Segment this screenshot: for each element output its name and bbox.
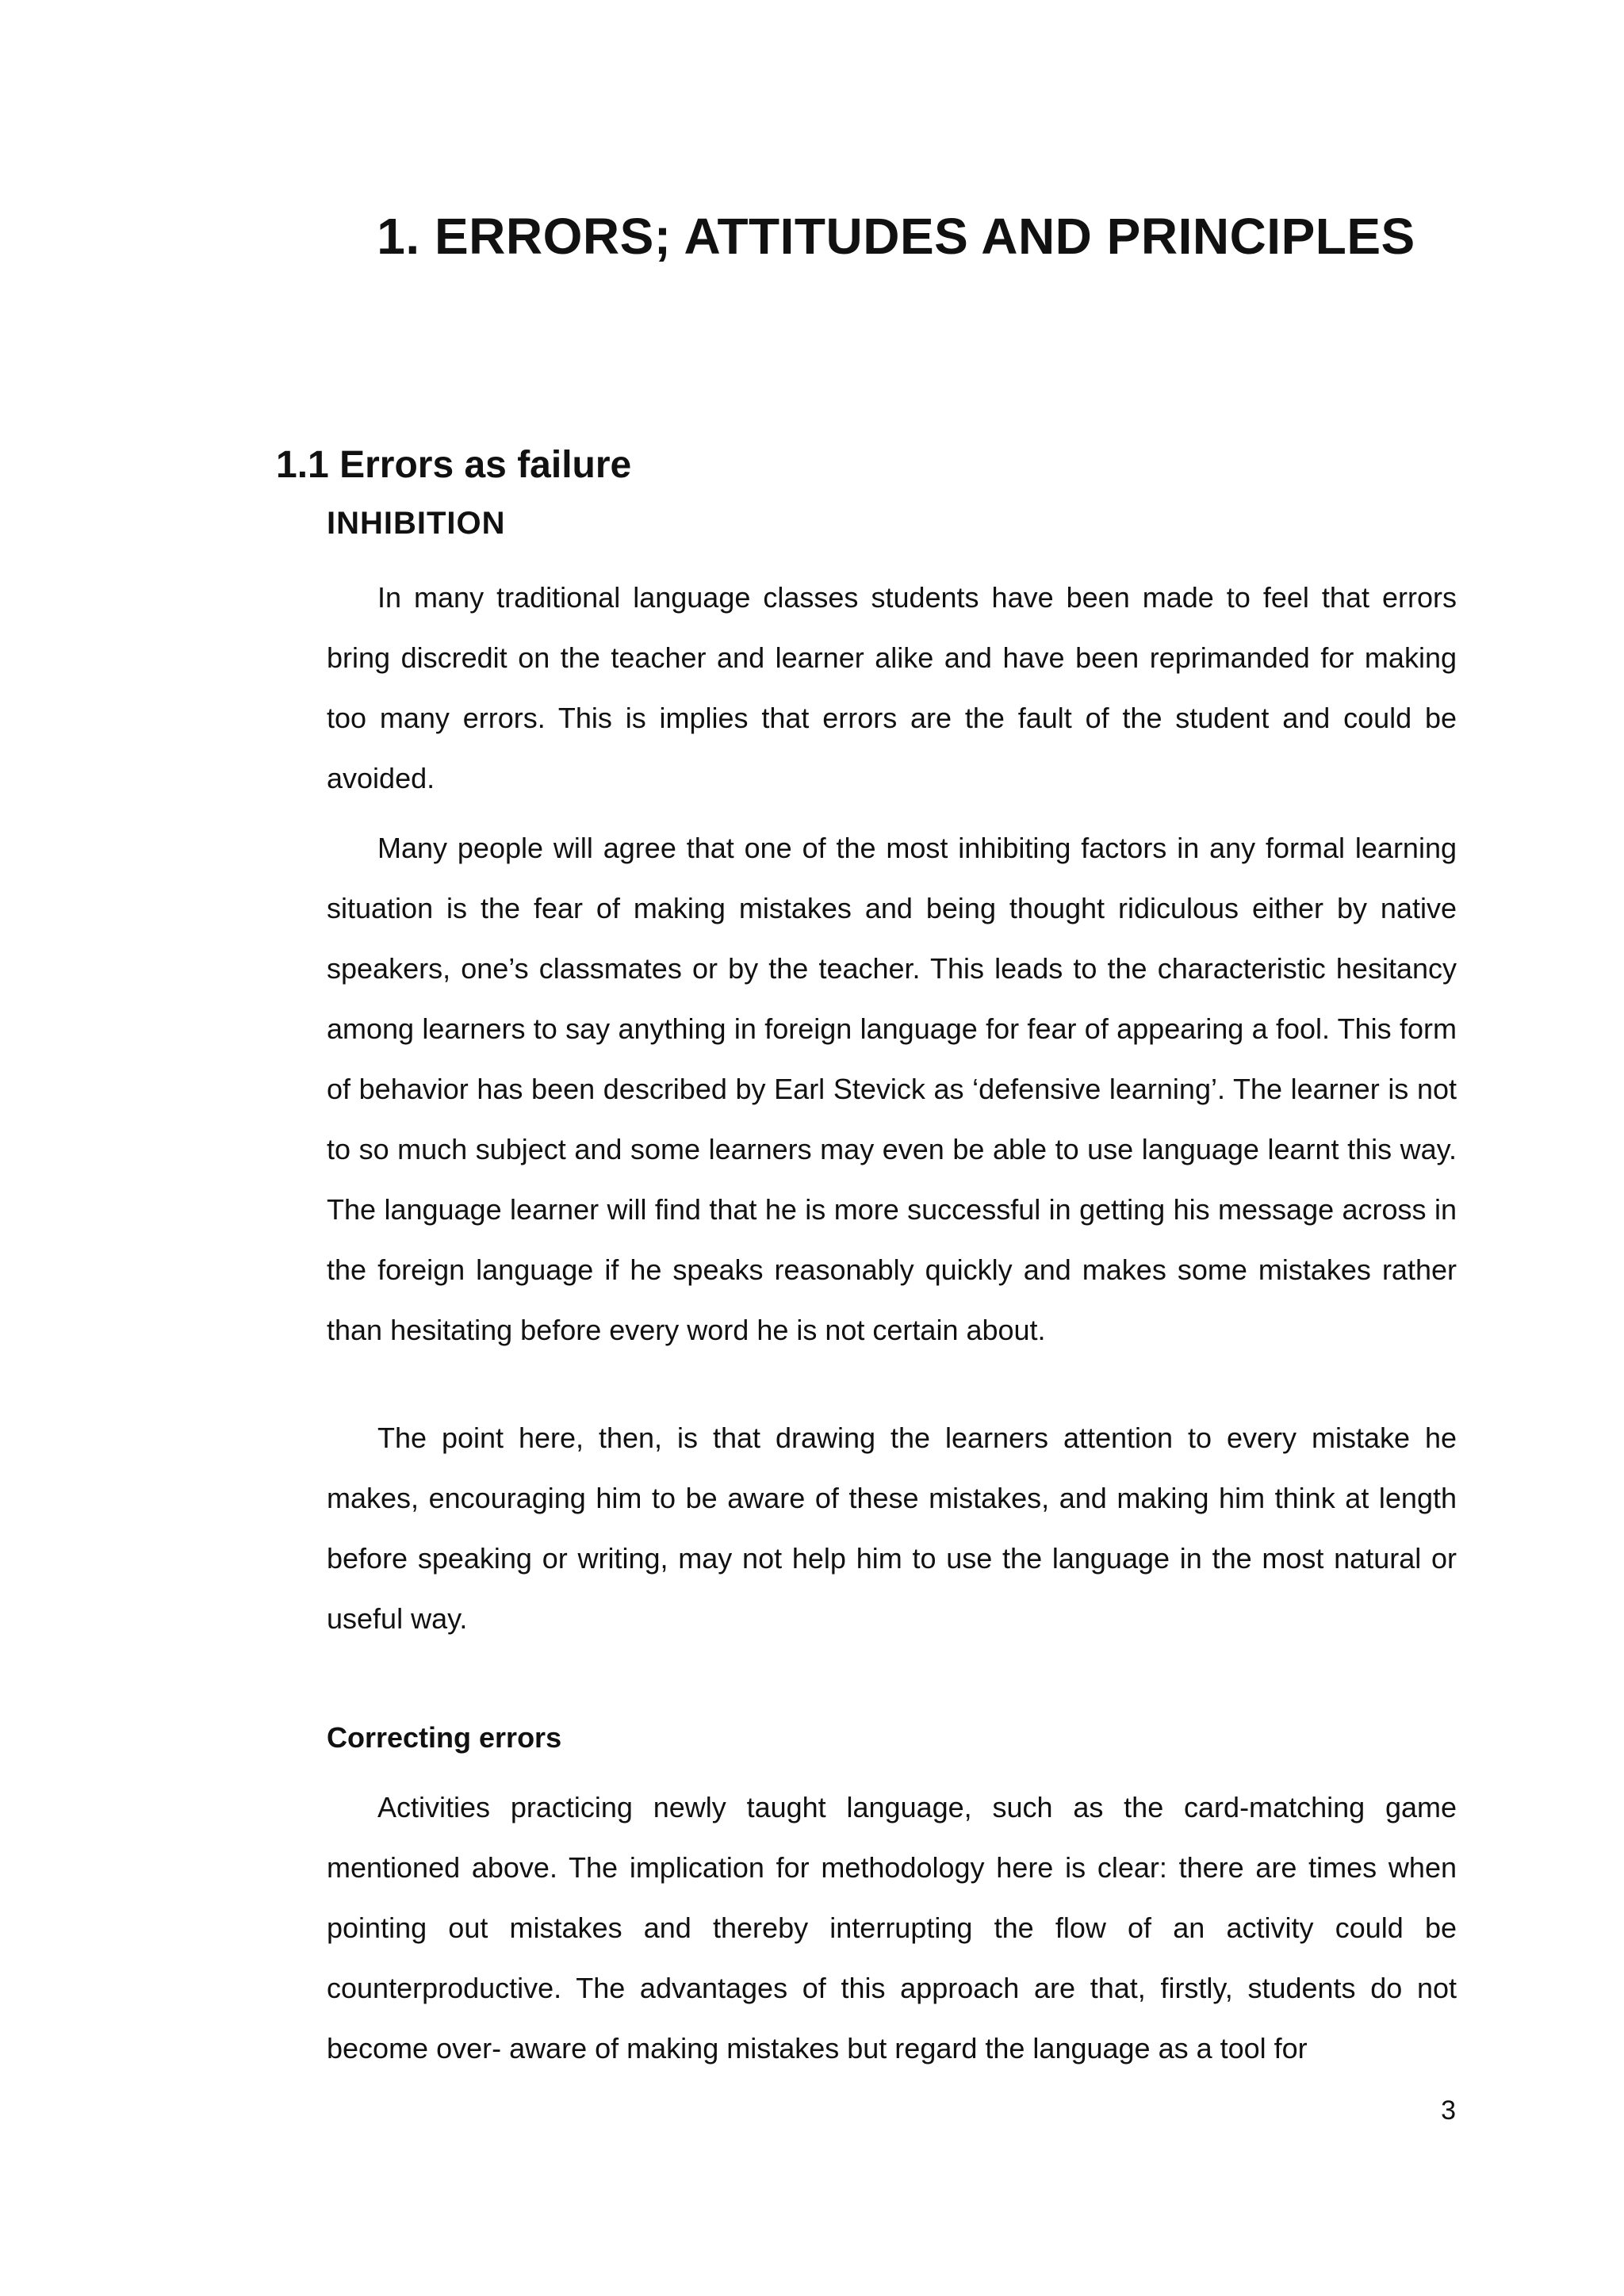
subheading-inhibition: INHIBITION: [327, 506, 506, 541]
page-number: 3: [1441, 2095, 1456, 2126]
section-heading: 1.1 Errors as failure: [276, 444, 632, 486]
paragraph-block-1: [327, 568, 1457, 809]
correcting-errors-heading: Correcting errors: [327, 1721, 562, 1754]
paragraph-traditional-classes: In many traditional language classes students have been made to feel that errors bring discredit on the teacher and learner alike and have been reprimanded for making too many errors. This is implies that errors are the fault of the student and could be avoided.: [327, 581, 1457, 794]
paragraph-block-3: [327, 1408, 1457, 1649]
chapter-title: 1. ERRORS; ATTITUDES AND PRINCIPLES: [377, 208, 1415, 265]
paragraph-point-here: The point here, then, is that drawing the learners attention to every mistake he makes, encouraging him to be aware of these mistakes, and making him think at length before speaking or writing, may not help him to use the language in the most natural or useful way.: [327, 1422, 1457, 1635]
paragraph-inhibiting-factors: Many people will agree that one of the most inhibiting factors in any formal learning situation is the fear of making mistakes and being thought ridiculous either by native speakers, one’s classmates or by the teacher. This leads to the characteristic hesitancy among learners to say anything in foreign language for fear of appearing a fool. This form of behavior has been described by Earl Stevick as ‘defensive learning’. The learner is not to so much subject and some learners may even be able to use language learnt this way. The language learner will find that he is more successful in getting his message across in the foreign language if he speaks reasonably quickly and makes some mistakes rather than hesitating before every word he is not certain about.: [327, 832, 1457, 1346]
paragraph-block-4: [327, 1777, 1457, 2079]
paragraph-block-2: [327, 818, 1457, 1360]
paragraph-activities-practicing: Activities practicing newly taught language, such as the card-matching game mentioned above. The implication for methodology here is clear: there are times when pointing out mistakes and thereby interrupting the flow of an activity could be counterproductive. The advantages of this approach are that, firstly, students do not become over- aware of making mistakes but regard the language as a tool for: [327, 1791, 1457, 2064]
